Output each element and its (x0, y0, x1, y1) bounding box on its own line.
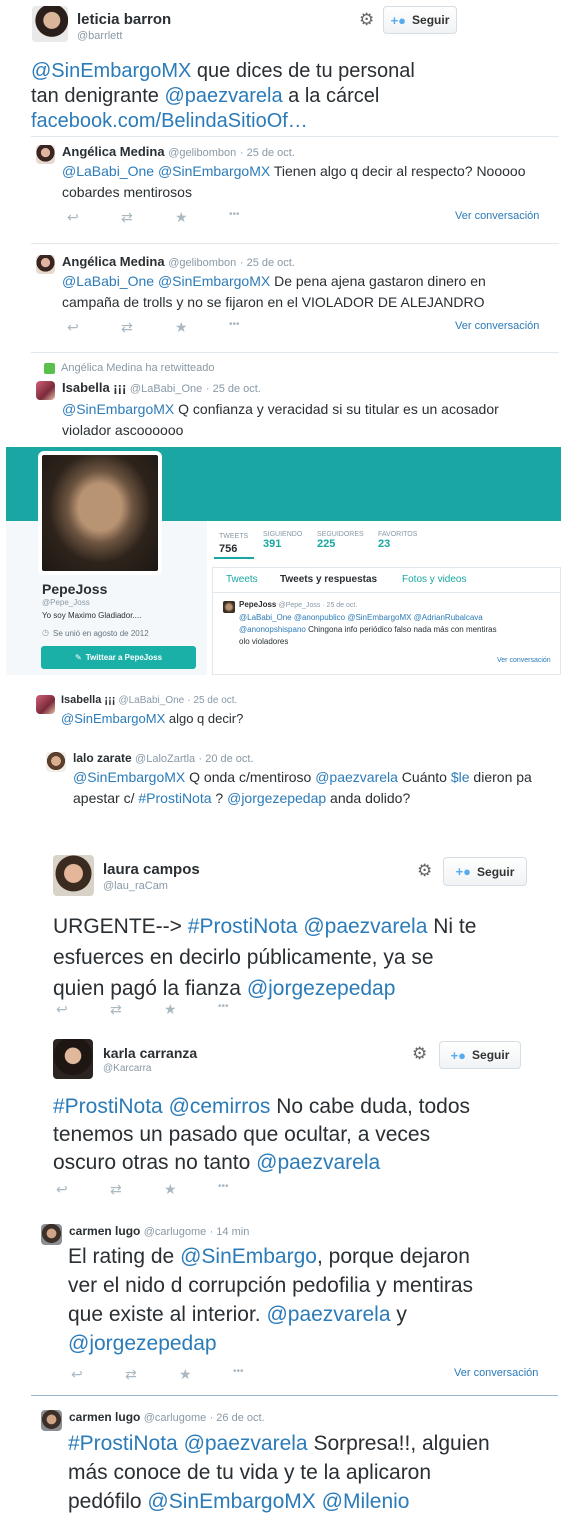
author-name[interactable]: Angélica Medina (62, 144, 165, 159)
retweet-context[interactable]: Angélica Medina ha retwitteado (61, 362, 215, 374)
author-name[interactable]: karla carranza (103, 1045, 198, 1061)
view-conversation-link[interactable]: Ver conversación (455, 320, 540, 332)
retweet-icon[interactable]: ⇄ (121, 319, 133, 335)
hashtag[interactable]: #ProstiNota (138, 790, 212, 806)
retweet-icon[interactable]: ⇄ (110, 1181, 122, 1197)
mention[interactable]: @SinEmbargo (180, 1245, 317, 1268)
author-handle[interactable]: @lau_raCam (103, 880, 168, 892)
mention[interactable]: @anonopshispano (239, 625, 306, 634)
view-conversation-link[interactable]: Ver conversación (497, 657, 551, 664)
divider (31, 243, 559, 244)
favorite-icon[interactable]: ★ (175, 209, 188, 225)
timestamp[interactable]: · 26 de oct. (209, 1412, 265, 1424)
tab-photos[interactable]: Fotos y videos (402, 574, 467, 585)
reply-icon[interactable]: ↩ (56, 1001, 68, 1017)
author-name[interactable]: Isabella ¡¡¡ (62, 380, 127, 395)
author-handle[interactable]: @Pepe_Joss · 25 de oct. (278, 602, 358, 609)
mention[interactable]: @LaBabi_One @SinEmbargoMX (62, 163, 271, 179)
divider (31, 352, 559, 353)
profile-bio: Yo soy Maximo Gladiador.... (42, 611, 142, 620)
reply-text: @SinEmbargoMX algo q decir? (61, 711, 244, 726)
timestamp[interactable]: · 25 de oct. (205, 383, 261, 395)
mention[interactable]: @paezvarela (266, 1303, 391, 1326)
author-name[interactable]: lalo zarate (73, 751, 132, 765)
favorite-icon[interactable]: ★ (175, 319, 188, 335)
reply-text: @SinEmbargoMX Q confianza y veracidad si su titular es un acosador violador ascoooooo (62, 401, 499, 438)
more-icon[interactable]: ••• (218, 1001, 229, 1012)
divider (31, 1395, 558, 1396)
tweet-text: URGENTE--> #ProstiNota @paezvarela Ni te esfuerces en decirlo públicamente, ya se quien pagó la fianza @jorgezepedap (53, 915, 477, 1000)
stat-followers[interactable]: SEGUIDORES 225 (317, 531, 364, 550)
tweet-header (69, 1224, 249, 1238)
reply-icon[interactable]: ↩ (71, 1366, 83, 1382)
mention[interactable]: @paezvarela (256, 1151, 381, 1174)
tweet-actions (67, 209, 283, 226)
mention[interactable]: @paezvarela (315, 769, 398, 785)
reply-icon[interactable]: ↩ (56, 1181, 68, 1197)
mention[interactable]: @Milenio (321, 1490, 410, 1513)
stat-active-underline (214, 557, 254, 559)
author-handle[interactable]: @barrlett (77, 30, 123, 42)
tweet-actions (56, 1001, 272, 1018)
timestamp[interactable]: · 25 de oct. (239, 147, 295, 159)
timestamp[interactable]: · 20 de oct. (198, 753, 254, 765)
author-handle[interactable]: @gelibombon (168, 147, 237, 159)
divider (31, 136, 559, 137)
retweet-icon[interactable]: ⇄ (110, 1001, 122, 1017)
inner-tweet-header (239, 600, 357, 609)
tweet-text: @SinEmbargoMX que dices de tu personal tan denigrante @paezvarela a la cárcel facebook.com/BelindaSitioOf… (31, 60, 415, 132)
compose-icon: ✎ (74, 653, 82, 662)
timestamp[interactable]: · 14 min (209, 1226, 250, 1238)
stat-favorites[interactable]: FAVORITOS 23 (378, 531, 418, 550)
mention[interactable]: @SinEmbargoMX (31, 60, 192, 82)
mention[interactable]: @cemirros (168, 1095, 271, 1118)
more-icon[interactable]: ••• (233, 1366, 244, 1377)
mention[interactable]: @paezvarela (183, 1432, 308, 1455)
profile-avatar[interactable] (38, 451, 162, 575)
author-handle[interactable]: @LaBabi_One (129, 383, 203, 395)
avatar[interactable] (32, 6, 68, 42)
stat-tweets[interactable]: TWEETS 756 (219, 533, 249, 555)
reply-icon[interactable]: ↩ (67, 209, 79, 225)
timestamp[interactable]: · 25 de oct. (187, 695, 238, 706)
avatar[interactable] (53, 855, 94, 896)
retweet-icon[interactable]: ⇄ (125, 1366, 137, 1382)
avatar[interactable] (46, 752, 66, 772)
avatar[interactable] (36, 381, 55, 400)
follow-button[interactable]: +● Seguir (439, 1041, 521, 1069)
reply-header (62, 380, 261, 395)
favorite-icon[interactable]: ★ (164, 1181, 177, 1197)
author-name[interactable]: PepeJoss (239, 600, 277, 609)
more-icon[interactable]: ••• (229, 319, 240, 330)
reply-text: @LaBabi_One @SinEmbargoMX Tienen algo q decir al respecto? Nooooo cobardes mentirosos (62, 163, 526, 200)
hashtag[interactable]: #ProstiNota (53, 1095, 163, 1118)
gear-icon[interactable]: ⚙ (412, 1044, 428, 1063)
view-conversation-link[interactable]: Ver conversación (455, 210, 540, 222)
tweet-to-button[interactable]: ✎ Twittear a PepeJoss (41, 646, 196, 669)
tab-tweets-replies[interactable]: Tweets y respuestas (280, 574, 378, 585)
tweet-header (69, 1410, 265, 1424)
author-name[interactable]: Isabella ¡¡¡ (61, 694, 116, 706)
retweet-icon (44, 363, 55, 374)
tweet-actions (71, 1366, 287, 1383)
mention[interactable]: @SinEmbargoMX (73, 769, 186, 785)
cashtag[interactable]: $le (450, 769, 470, 785)
more-icon[interactable]: ••• (229, 209, 240, 220)
follow-icon: +● (450, 1047, 467, 1063)
favorite-icon[interactable]: ★ (179, 1366, 192, 1382)
author-name[interactable]: carmen lugo (69, 1410, 141, 1424)
reply-header (62, 254, 295, 269)
mention[interactable]: @SinEmbargoMX (61, 711, 166, 726)
tweet-text: #ProstiNota @paezvarela Sorpresa!!, alguien más conoce de tu vida y te la aplicaron pedófilo @SinEmbargoMX @Milenio (68, 1432, 490, 1513)
hashtag[interactable]: #ProstiNota (68, 1432, 178, 1455)
reply-header (73, 751, 254, 765)
more-icon[interactable]: ••• (218, 1181, 229, 1192)
gear-icon[interactable]: ⚙ (359, 10, 375, 29)
mention[interactable]: @SinEmbargoMX (62, 401, 175, 417)
tweet-actions (67, 319, 283, 336)
gear-icon[interactable]: ⚙ (417, 861, 433, 880)
reply-text: @LaBabi_One @SinEmbargoMX De pena ajena gastaron dinero en campaña de trolls y no se fijaron en el VIOLADOR DE ALEJANDRO (62, 273, 486, 310)
retweet-icon[interactable]: ⇄ (121, 209, 133, 225)
mention[interactable]: @jorgezepedap (68, 1332, 217, 1355)
tweet-actions (56, 1181, 272, 1198)
favorite-icon[interactable]: ★ (164, 1001, 177, 1017)
mention[interactable]: @paezvarela (164, 85, 283, 107)
mention[interactable]: @LaBabi_One @anonpublico @SinEmbargoMX @AdrianRubalcava (239, 613, 483, 622)
tweet-link[interactable]: facebook.com/BelindaSitioOf… (31, 110, 308, 132)
avatar[interactable] (36, 145, 55, 164)
profile-name[interactable]: PepeJoss (42, 581, 108, 597)
profile-joined: Se unió en agosto de 2012 (53, 629, 149, 638)
author-handle[interactable]: @LaloZartla (135, 753, 196, 765)
reply-header (62, 144, 295, 159)
view-conversation-link[interactable]: Ver conversación (454, 1367, 539, 1379)
profile-timeline (212, 567, 561, 675)
avatar[interactable] (41, 1224, 62, 1245)
author-handle[interactable]: @Karcarra (103, 1063, 152, 1074)
inner-tweet-text: @LaBabi_One @anonpublico @SinEmbargoMX @AdrianRubalcava @anonopshispano Chingona info periódico falso nada más con mentiras olo violadores (239, 613, 497, 646)
author-name[interactable]: laura campos (103, 861, 200, 878)
mention[interactable]: @paezvarela (303, 915, 428, 938)
avatar[interactable] (36, 695, 55, 714)
profile-card (6, 447, 561, 675)
author-handle[interactable]: @gelibombon (168, 257, 237, 269)
avatar[interactable] (41, 1410, 62, 1431)
reply-text: @SinEmbargoMX Q onda c/mentiroso @paezvarela Cuánto $le dieron pa apestar c/ #ProstiNota ? @jorgezepedap anda dolido? (73, 769, 532, 806)
reply-header (61, 694, 237, 706)
tweet-text: #ProstiNota @cemirros No cabe duda, todos tenemos un pasado que ocultar, a veces oscuro otras no tanto @paezvarela (53, 1095, 471, 1174)
reply-icon[interactable]: ↩ (67, 319, 79, 335)
tab-tweets[interactable]: Tweets (226, 574, 258, 585)
author-handle[interactable]: @LaBabi_One (118, 695, 185, 706)
tweet-text: El rating de @SinEmbargo, porque dejaron ver el nido d corrupción pedofilia y mentiras que existe al interior. @paezvarela y @jorgezepedap (68, 1245, 474, 1355)
follow-icon: +● (390, 12, 407, 28)
mention[interactable]: @jorgezepedap (246, 977, 396, 1000)
timestamp[interactable]: · 25 de oct. (239, 257, 295, 269)
avatar[interactable] (36, 255, 55, 274)
stat-following[interactable]: SIGUIENDO 391 (263, 531, 303, 550)
follow-button[interactable]: +● Seguir (443, 857, 527, 886)
follow-icon: +● (455, 864, 472, 879)
author-name[interactable]: carmen lugo (69, 1224, 141, 1238)
author-name[interactable]: Angélica Medina (62, 254, 165, 269)
author-name[interactable]: leticia barron (77, 11, 172, 28)
clock-icon: ◷ (42, 628, 49, 637)
mention[interactable]: @jorgezepedap (227, 790, 327, 806)
avatar[interactable] (53, 1039, 93, 1079)
mention[interactable]: @LaBabi_One @SinEmbargoMX (62, 273, 271, 289)
author-handle[interactable]: @carlugome (143, 1412, 207, 1424)
avatar[interactable] (223, 601, 235, 613)
follow-button[interactable]: +● Seguir (383, 6, 457, 34)
author-handle[interactable]: @carlugome (143, 1226, 207, 1238)
tab-divider (213, 592, 560, 593)
hashtag[interactable]: #ProstiNota (187, 915, 298, 938)
mention[interactable]: @SinEmbargoMX (147, 1490, 316, 1513)
profile-handle[interactable]: @Pepe_Joss (42, 598, 90, 607)
